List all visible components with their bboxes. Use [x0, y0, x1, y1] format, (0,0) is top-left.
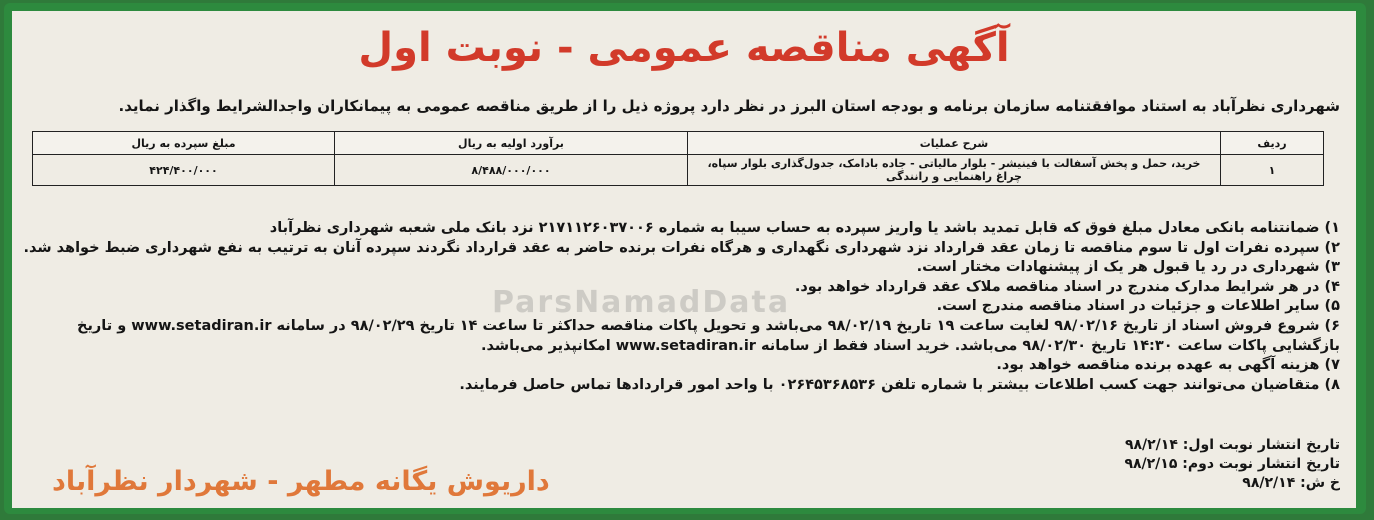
header-deposit: مبلغ سپرده به ریال — [33, 132, 335, 155]
publication-dates — [1124, 436, 1340, 493]
notice-frame — [4, 3, 1366, 514]
signature: داریوش یگانه مطهر - شهردار نظرآباد — [52, 466, 550, 497]
condition-item: ۴) در هر شرایط مدارک مندرج در اسناد مناقصه ملاک عقد قرارداد خواهد بود. — [794, 278, 1340, 295]
first-publication-date: تاریخ انتشار نوبت اول: ۹۸/۲/۱۴ — [1124, 437, 1340, 453]
header-row-number: ردیف — [1221, 132, 1324, 155]
cell-description: خرید، حمل و پخش آسفالت با فینیشر - بلوار مالیاتی - جاده بادامک، جدول‌گذاری بلوار سپاه، چراغ راهنمایی و رانندگی — [688, 155, 1221, 186]
condition-item: ۲) سپرده نفرات اول تا سوم مناقصه تا زمان عقد قرارداد نزد شهرداری نگهداری و هرگاه نفرات برنده حاضر به عقد قرارداد نگردند سپرده آنان به ترتیب به نفع شهرداری ضبط خواهد شد. — [23, 239, 1340, 256]
header-estimate: برآورد اولیه به ریال — [335, 132, 688, 155]
cell-estimate: ۸/۴۸۸/۰۰۰/۰۰۰ — [335, 155, 688, 186]
reference-number: خ ش: ۹۸/۲/۱۴ — [1242, 475, 1340, 491]
condition-item: ۱) ضمانتنامه بانکی معادل مبلغ فوق که قابل تمدید باشد یا واریز سپرده به حساب سیبا به شماره ۲۱۷۱۱۲۶۰۳۷۰۰۶ نزد بانک ملی شعبه شهرداری نظرآباد — [269, 220, 1340, 236]
condition-item: ۵) سایر اطلاعات و جزئیات در اسناد مناقصه مندرج است. — [936, 298, 1340, 315]
notice-intro: شهرداری نظرآباد به استناد موافقتنامه سازمان برنامه و بودجه استان البرز در نظر دارد پروژه ذیل را از طریق مناقصه عمومی به پیمانکاران واجدالشرایط واگذار نماید. — [118, 97, 1340, 115]
conditions-list — [23, 219, 1340, 395]
condition-item: ۶) شروع فروش اسناد از تاریخ ۹۸/۰۲/۱۶ لغایت ساعت ۱۹ تاریخ ۹۸/۰۲/۱۹ می‌باشد و تحویل پاکات مناقصه حداکثر تا ساعت ۱۴ تاریخ ۹۸/۰۲/۲۹ در سامانه www.setadiran.ir و تاریخ بازگشایی پاکات ساعت ۱۴:۳۰ تاریخ ۹۸/۰۲/۳۰ می‌باشد. خرید اسناد فقط از سامانه www.setadiran.ir امکانپذیر می‌باشد. — [77, 317, 1340, 354]
table-row — [33, 155, 1324, 186]
condition-item: ۷) هزینه آگهی به عهده برنده مناقصه خواهد بود. — [996, 357, 1340, 374]
condition-item: ۳) شهرداری در رد یا قبول هر یک از پیشنهادات مختار است. — [916, 259, 1340, 276]
header-description: شرح عملیات — [688, 132, 1221, 155]
tender-table — [32, 131, 1324, 186]
second-publication-date: تاریخ انتشار نوبت دوم: ۹۸/۲/۱۵ — [1124, 456, 1340, 472]
condition-item: ۸) متقاضیان می‌توانند جهت کسب اطلاعات بیشتر با شماره تلفن ۰۲۶۴۵۳۶۸۵۳۶ با واحد امور قراردادها تماس حاصل فرمایند. — [459, 376, 1340, 393]
watermark: ParsNamadData — [492, 285, 791, 320]
cell-deposit: ۴۲۴/۴۰۰/۰۰۰ — [33, 155, 335, 186]
notice-paper — [12, 11, 1356, 508]
cell-row-number: ۱ — [1221, 155, 1324, 186]
notice-title: آگهی مناقصه عمومی - نوبت اول — [358, 25, 1010, 71]
table-header-row — [33, 132, 1324, 155]
